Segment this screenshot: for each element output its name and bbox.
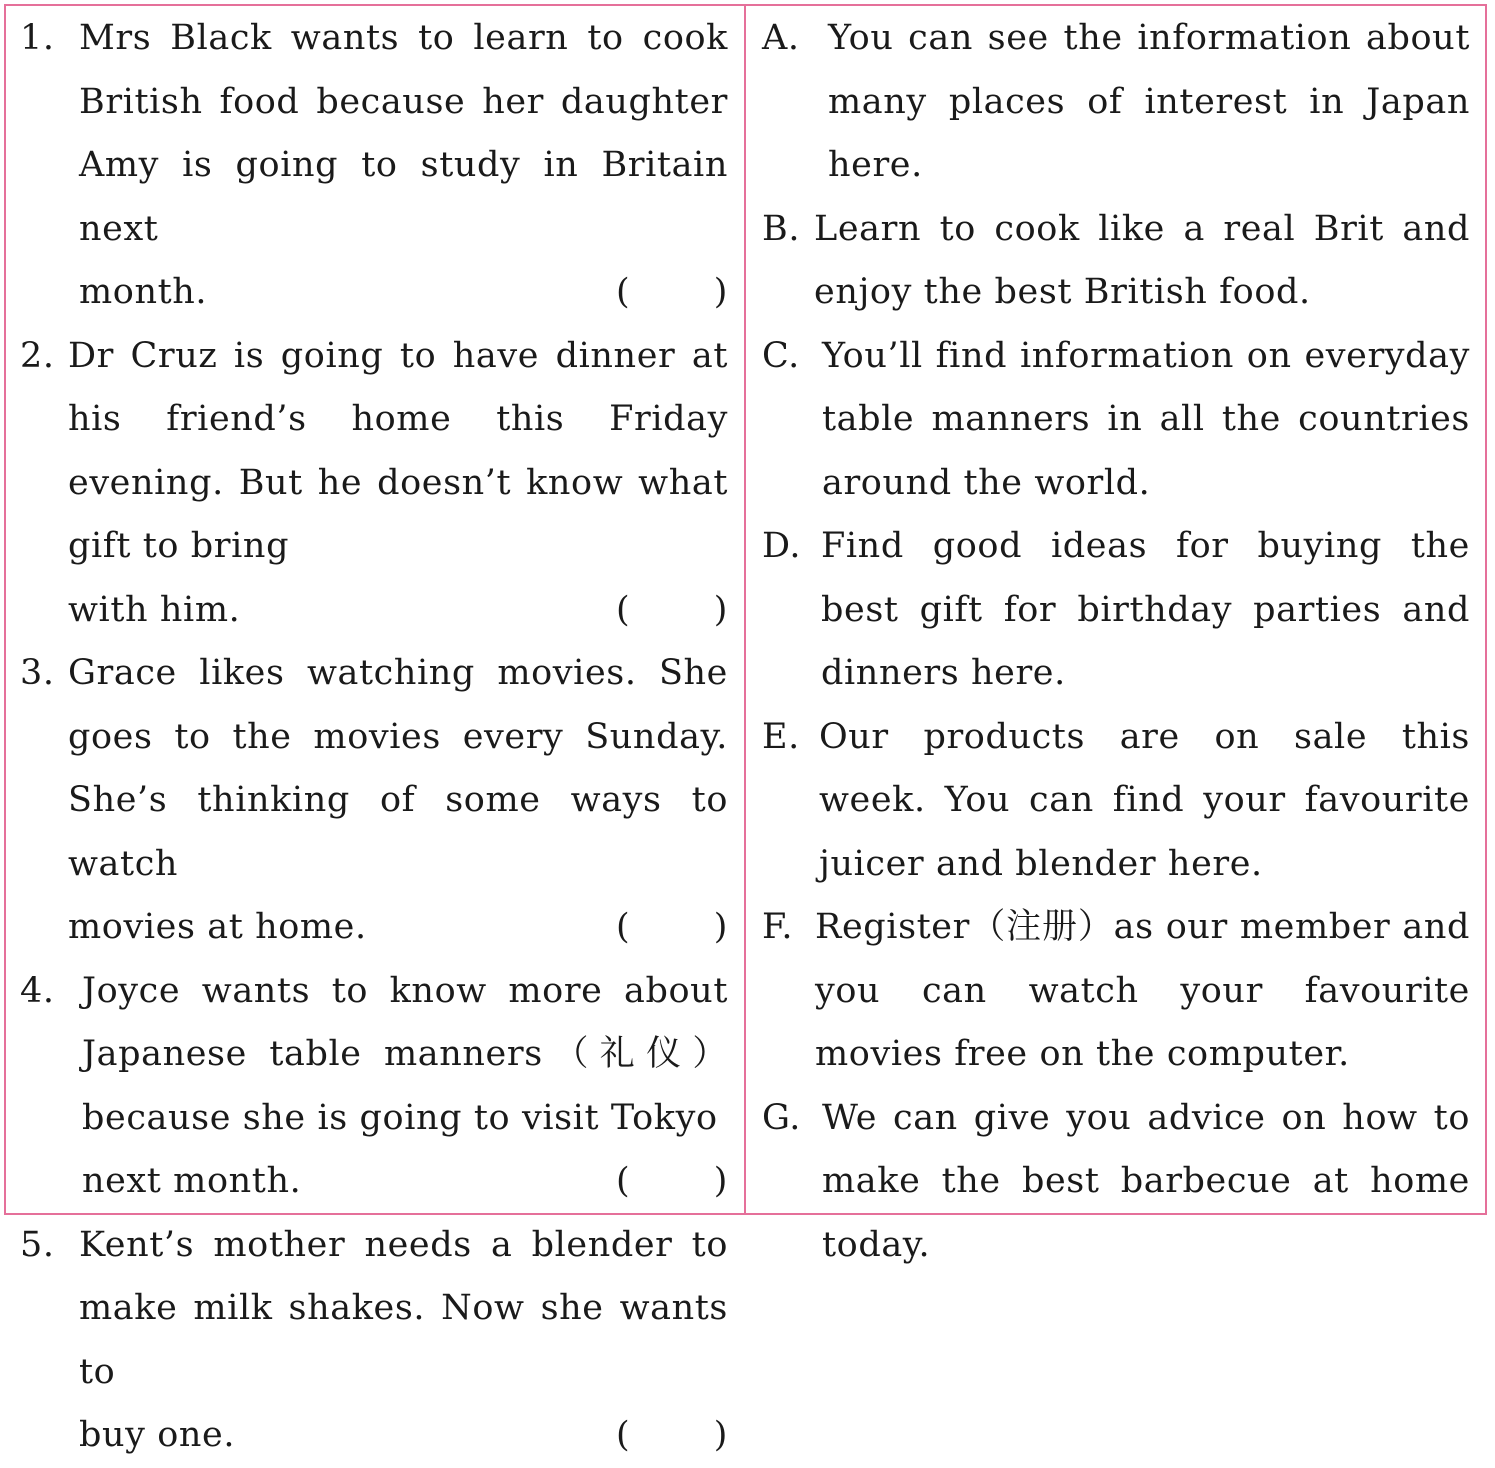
option-item — [762, 7, 1470, 198]
question-last-line — [68, 896, 728, 960]
option-letter: F. — [762, 907, 794, 947]
bracket-close: ) — [713, 272, 728, 312]
answer-blank[interactable] — [616, 579, 728, 643]
question-number: 2. — [20, 335, 55, 376]
option-letter: E. — [762, 716, 800, 757]
question-text: Dr Cruz is going to have dinner at his friend’s home this Friday evening. But he doesn’t know what gift to bring — [68, 335, 728, 566]
bracket-close: ) — [713, 907, 728, 947]
options-column — [762, 7, 1470, 1277]
bracket-close: ) — [713, 589, 728, 630]
answer-blank[interactable] — [616, 896, 728, 960]
bracket-open: ( — [616, 272, 631, 312]
option-text: Learn to cook like a real Brit and enjoy the best British food. — [814, 208, 1470, 312]
option-text: Find good ideas for buying the best gift for birthday parties and dinners here. — [821, 526, 1470, 693]
question-number: 4. — [20, 970, 55, 1011]
option-text: Register（注册）as our member and you can watch your favourite movies free on the computer. — [815, 907, 1470, 1074]
bracket-close: ) — [713, 1161, 728, 1201]
option-text: Our products are on sale this week. You can find your favourite juicer and blender here. — [819, 716, 1470, 884]
bracket-open: ( — [616, 589, 631, 630]
question-text: Mrs Black wants to learn to cook British food because her daughter Amy is going to study in Britain next — [79, 18, 728, 249]
question-last-line — [79, 1404, 728, 1468]
bracket-open: ( — [616, 1161, 631, 1201]
answer-blank[interactable] — [616, 261, 728, 325]
question-last-line — [82, 1150, 728, 1214]
option-letter: A. — [762, 18, 800, 58]
option-text: You can see the information about many places of interest in Japan here. — [828, 18, 1470, 185]
questions-column — [20, 7, 728, 1468]
option-letter: G. — [762, 1097, 802, 1138]
option-text: You’ll find information on everyday table manners in all the countries around the world. — [822, 335, 1470, 503]
question-text-end: next month. — [82, 1161, 302, 1201]
option-letter: B. — [762, 208, 801, 249]
question-number: 1. — [20, 18, 55, 58]
answer-blank[interactable] — [616, 1150, 728, 1214]
question-text: Kent’s mother needs a blender to make milk shakes. Now she wants to — [79, 1224, 728, 1392]
column-divider — [744, 4, 746, 1215]
question-text-end: with him. — [68, 589, 241, 630]
question-text-end: buy one. — [79, 1415, 236, 1455]
answer-blank[interactable] — [616, 1404, 728, 1468]
question-last-line — [68, 579, 728, 643]
question-item — [20, 325, 728, 643]
option-letter: C. — [762, 335, 800, 376]
question-text: Joyce wants to know more about Japanese table manners（礼仪）because she is going to visit Tokyo — [82, 970, 728, 1138]
question-text-end: movies at home. — [68, 907, 367, 947]
bracket-open: ( — [616, 907, 631, 947]
question-text: Grace likes watching movies. She goes to the movies every Sunday. She’s thinking of some ways to watch — [68, 653, 728, 884]
option-item — [762, 325, 1470, 516]
question-number: 3. — [20, 653, 55, 693]
option-letter: D. — [762, 526, 802, 566]
question-text-end: month. — [79, 272, 208, 312]
question-item — [20, 1214, 728, 1468]
question-item — [20, 7, 728, 325]
option-item — [762, 198, 1470, 325]
question-item — [20, 642, 728, 960]
option-item — [762, 896, 1470, 1087]
option-item — [762, 706, 1470, 897]
question-item — [20, 960, 728, 1214]
option-item — [762, 1087, 1470, 1278]
option-item — [762, 515, 1470, 706]
bracket-open: ( — [616, 1415, 631, 1455]
question-number: 5. — [20, 1224, 55, 1265]
bracket-close: ) — [713, 1415, 728, 1455]
option-text: We can give you advice on how to make the best barbecue at home today. — [822, 1097, 1470, 1265]
question-last-line — [79, 261, 728, 325]
